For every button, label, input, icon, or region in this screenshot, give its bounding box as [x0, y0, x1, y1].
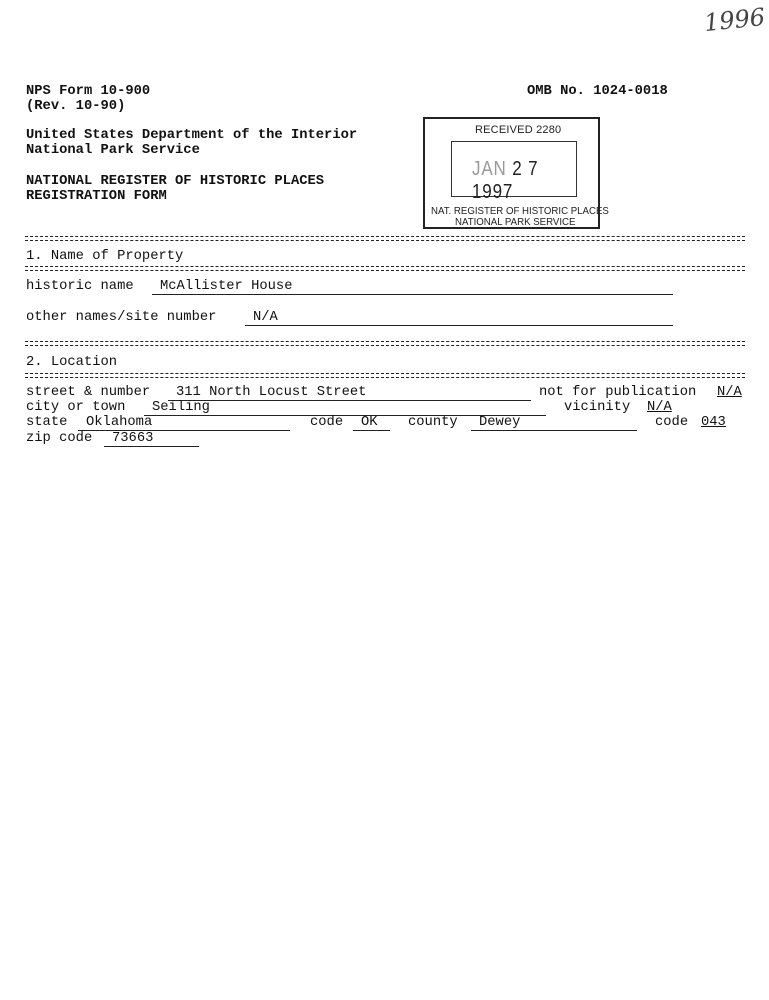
zip-value: 73663 — [112, 431, 154, 446]
agency-line-2: National Park Service — [26, 143, 200, 158]
form-number: NPS Form 10-900 — [26, 84, 151, 99]
county-code-value: 043 — [701, 415, 726, 430]
state-code-value: OK — [361, 415, 378, 430]
zip-field — [104, 431, 199, 447]
omb-number: OMB No. 1024-0018 — [527, 84, 668, 99]
not-for-publication-value: N/A — [717, 385, 742, 400]
stamp-service-line: NATIONAL PARK SERVICE — [455, 216, 576, 228]
stamp-date-day-year: 2 7 1997 — [472, 158, 539, 203]
street-field — [168, 385, 531, 401]
stamp-register-line: NAT. REGISTER OF HISTORIC PLACES — [431, 205, 609, 217]
section-divider — [25, 236, 745, 241]
state-code-field — [353, 415, 390, 431]
section-divider — [25, 341, 745, 346]
stamp-received-label: RECEIVED 2280 — [475, 124, 562, 136]
state-field — [78, 415, 290, 431]
stamp-date-box — [451, 141, 577, 203]
state-value: Oklahoma — [86, 415, 153, 430]
other-names-label: other names/site number — [26, 310, 217, 325]
register-title-line-2: REGISTRATION FORM — [26, 189, 167, 204]
other-names-value: N/A — [253, 310, 278, 325]
state-label: state — [26, 415, 68, 430]
city-value: Seiling — [152, 400, 210, 415]
agency-line-1: United States Department of the Interior — [26, 128, 358, 143]
city-label: city or town — [26, 400, 126, 415]
stamp-date-month: JAN — [472, 158, 507, 180]
section-2-heading: 2. Location — [26, 355, 118, 370]
county-field — [471, 415, 637, 431]
street-label: street & number — [26, 385, 151, 400]
vicinity-value: N/A — [647, 400, 672, 415]
vicinity-label: vicinity — [564, 400, 631, 415]
not-for-publication-label: not for publication — [539, 385, 697, 400]
historic-name-label: historic name — [26, 279, 134, 294]
street-value: 311 North Locust Street — [176, 385, 367, 400]
received-stamp — [423, 117, 609, 229]
form-revision: (Rev. 10-90) — [26, 99, 126, 114]
state-code-label: code — [310, 415, 344, 430]
zip-label: zip code — [26, 431, 93, 446]
section-divider — [25, 373, 745, 378]
historic-name-field — [152, 279, 673, 295]
section-1-heading: 1. Name of Property — [26, 249, 184, 264]
register-title-line-1: NATIONAL REGISTER OF HISTORIC PLACES — [26, 174, 325, 189]
stamp-date — [472, 158, 560, 204]
city-field — [144, 400, 546, 416]
county-code-label: code — [655, 415, 689, 430]
county-label: county — [408, 415, 458, 430]
historic-name-value: McAllister House — [160, 279, 293, 294]
county-value: Dewey — [479, 415, 521, 430]
handwritten-note: 1996 — [702, 2, 767, 38]
other-names-field — [245, 310, 673, 326]
section-divider — [25, 266, 745, 271]
